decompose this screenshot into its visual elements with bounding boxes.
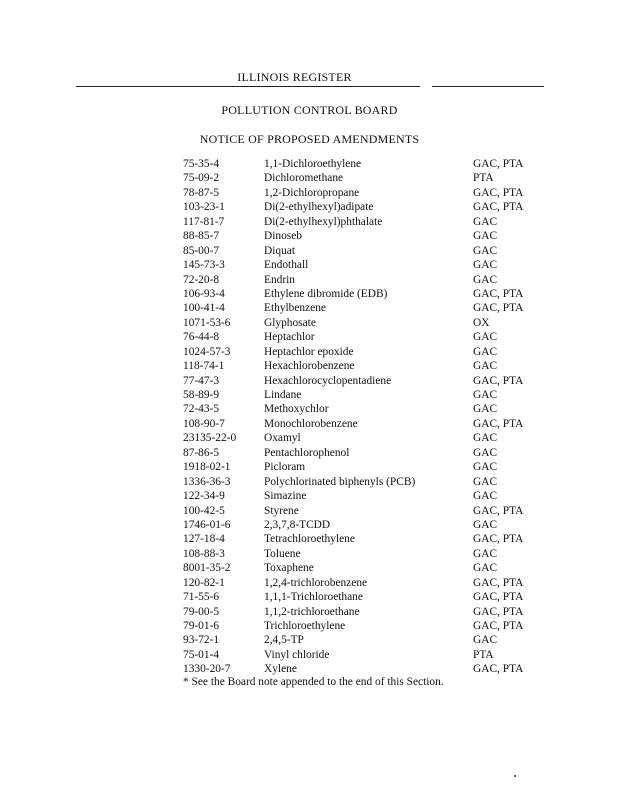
- contaminant-name: Tetrachloroethylene: [264, 533, 355, 546]
- cas-number: 145-73-3: [183, 259, 225, 272]
- contaminant-name: Di(2-ethylhexyl)phthalate: [264, 215, 383, 228]
- treatment-code: GAC, PTA: [473, 533, 524, 546]
- table-row: [0, 576, 619, 590]
- table-row: [0, 518, 619, 532]
- contaminant-name: 2,4,5-TP: [264, 634, 304, 647]
- treatment-code: GAC, PTA: [473, 663, 524, 676]
- treatment-code: GAC: [473, 360, 498, 373]
- cas-number: 106-93-4: [183, 287, 225, 300]
- table-row: [0, 648, 619, 662]
- table-row: [0, 301, 619, 315]
- contaminant-name: Trichloroethylene: [264, 620, 346, 632]
- contaminant-name: 2,3,7,8-TCDD: [264, 518, 331, 531]
- table-row: [0, 316, 619, 330]
- cas-number: 103-23-1: [183, 201, 225, 214]
- contaminant-name: Toluene: [264, 547, 301, 560]
- table-row: [0, 431, 619, 445]
- contaminant-name: Hexachlorocyclopentadiene: [264, 374, 392, 387]
- treatment-code: GAC: [473, 259, 498, 272]
- scan-speck: [514, 775, 516, 777]
- cas-number: 85-00-7: [183, 244, 220, 257]
- contaminant-name: Ethylene dibromide (EDB): [264, 287, 388, 300]
- table-row: [0, 244, 619, 258]
- contaminant-name: 1,1,2-trichloroethane: [264, 605, 360, 618]
- treatment-code: GAC: [473, 403, 498, 416]
- contaminant-name: 1,2-Dichloropropane: [264, 186, 360, 199]
- treatment-code: GAC, PTA: [473, 576, 524, 589]
- cas-number: 71-55-6: [183, 591, 220, 604]
- table-row: [0, 475, 619, 489]
- contaminant-name: Toxaphene: [264, 562, 314, 575]
- treatment-code: GAC, PTA: [473, 158, 524, 170]
- cas-number: 72-43-5: [183, 403, 220, 416]
- contaminant-name: Monochlorobenzene: [264, 417, 358, 430]
- table-row: [0, 374, 619, 388]
- cas-number: 117-81-7: [183, 215, 225, 228]
- contaminant-name: Heptachlor epoxide: [264, 345, 354, 358]
- cas-number: 8001-35-2: [183, 562, 231, 575]
- treatment-code: GAC: [473, 518, 498, 531]
- header-rule-right: [432, 86, 544, 87]
- contaminant-name: Oxamyl: [264, 432, 301, 445]
- table-row: [0, 547, 619, 561]
- table-row: [0, 504, 619, 518]
- table-row: [0, 446, 619, 460]
- contaminant-name: 1,1-Dichloroethylene: [264, 158, 362, 170]
- table-row: [0, 273, 619, 287]
- table-row: [0, 402, 619, 416]
- contaminant-name: Picloram: [264, 461, 306, 474]
- treatment-code: GAC: [473, 389, 498, 401]
- cas-number: 118-74-1: [183, 360, 225, 373]
- contaminant-name: Polychlorinated biphenyls (PCB): [264, 475, 416, 488]
- contaminant-name: Dinoseb: [264, 230, 302, 243]
- cas-number: 75-01-4: [183, 648, 220, 661]
- treatment-code: GAC: [473, 345, 498, 358]
- cas-number: 79-01-6: [183, 620, 220, 632]
- cas-number: 120-82-1: [183, 576, 225, 589]
- table-row: [0, 186, 619, 200]
- cas-number: 1746-01-6: [183, 518, 231, 531]
- treatment-code: GAC, PTA: [473, 374, 524, 387]
- cas-number: 72-20-8: [183, 273, 220, 286]
- cas-number: 76-44-8: [183, 331, 220, 344]
- cas-number: 1330-20-7: [183, 663, 231, 676]
- cas-number: 23135-22-0: [183, 432, 237, 445]
- treatment-code: GAC: [473, 547, 498, 560]
- cas-number: 127-18-4: [183, 533, 225, 546]
- treatment-code: PTA: [473, 172, 494, 185]
- cas-number: 1071-53-6: [183, 316, 231, 329]
- contaminant-name: Simazine: [264, 490, 307, 503]
- cas-number: 1024-57-3: [183, 345, 231, 358]
- cas-number: 78-87-5: [183, 186, 220, 199]
- contaminant-name: Methoxychlor: [264, 403, 329, 416]
- treatment-code: GAC, PTA: [473, 302, 524, 315]
- contaminant-name: Hexachlorobenzene: [264, 360, 355, 373]
- treatment-code: PTA: [473, 648, 494, 661]
- contaminant-name: Pentachlorophenol: [264, 446, 350, 459]
- cas-number: 75-35-4: [183, 158, 220, 170]
- treatment-code: GAC: [473, 215, 498, 228]
- table-row: [0, 157, 619, 171]
- cas-number: 100-41-4: [183, 302, 225, 315]
- contaminant-name: Xylene: [264, 663, 297, 676]
- contaminant-name: Heptachlor: [264, 331, 315, 344]
- treatment-code: GAC: [473, 562, 498, 575]
- contaminant-name: Ethylbenzene: [264, 302, 326, 315]
- contaminant-name: Glyphosate: [264, 316, 316, 329]
- board-title: POLLUTION CONTROL BOARD: [221, 103, 398, 117]
- cas-number: 58-89-9: [183, 389, 220, 401]
- table-row: [0, 590, 619, 604]
- table-row: [0, 532, 619, 546]
- table-row: [0, 417, 619, 431]
- table-row: [0, 388, 619, 402]
- contaminant-name: Endothall: [264, 259, 309, 272]
- register-title: ILLINOIS REGISTER: [237, 70, 352, 84]
- table-row: [0, 215, 619, 229]
- table-row: [0, 171, 619, 185]
- cas-number: 1336-36-3: [183, 475, 231, 488]
- table-row: [0, 229, 619, 243]
- treatment-code: GAC: [473, 475, 498, 488]
- cas-number: 93-72-1: [183, 634, 220, 647]
- table-row: [0, 330, 619, 344]
- table-row: [0, 605, 619, 619]
- cas-number: 77-47-3: [183, 374, 220, 387]
- treatment-code: GAC: [473, 230, 498, 243]
- treatment-code: GAC: [473, 432, 498, 445]
- cas-number: 88-85-7: [183, 230, 220, 243]
- cas-number: 122-34-9: [183, 490, 225, 503]
- table-row: [0, 200, 619, 214]
- treatment-code: GAC: [473, 244, 498, 257]
- cas-number: 79-00-5: [183, 605, 220, 618]
- contaminant-name: Dichloromethane: [264, 172, 344, 185]
- treatment-code: GAC: [473, 273, 498, 286]
- table-row: [0, 258, 619, 272]
- contaminant-name: Diquat: [264, 244, 296, 257]
- contaminant-name: 1,1,1-Trichloroethane: [264, 591, 363, 604]
- contaminant-name: Styrene: [264, 504, 299, 517]
- treatment-code: GAC: [473, 634, 498, 647]
- table-row: [0, 287, 619, 301]
- contaminant-name: Endrin: [264, 273, 296, 286]
- contaminant-name: 1,2,4-trichlorobenzene: [264, 576, 368, 589]
- table-row: [0, 561, 619, 575]
- treatment-code: GAC, PTA: [473, 620, 524, 632]
- treatment-code: OX: [473, 316, 490, 329]
- footnote: * See the Board note appended to the end of this Section.: [183, 676, 444, 688]
- header-rule-left: [76, 86, 420, 87]
- table-row: [0, 359, 619, 373]
- cas-number: 108-90-7: [183, 417, 225, 430]
- contaminant-name: Vinyl chloride: [264, 648, 330, 661]
- table-row: [0, 345, 619, 359]
- contaminant-table: [0, 157, 619, 677]
- cas-number: 75-09-2: [183, 172, 220, 185]
- treatment-code: GAC, PTA: [473, 201, 524, 214]
- treatment-code: GAC, PTA: [473, 591, 524, 604]
- cas-number: 108-88-3: [183, 547, 225, 560]
- cas-number: 1918-02-1: [183, 461, 231, 474]
- contaminant-name: Di(2-ethylhexyl)adipate: [264, 201, 374, 214]
- cas-number: 87-86-5: [183, 446, 220, 459]
- treatment-code: GAC, PTA: [473, 605, 524, 618]
- table-row: [0, 633, 619, 647]
- table-row: [0, 619, 619, 633]
- treatment-code: GAC: [473, 446, 498, 459]
- table-row: [0, 460, 619, 474]
- treatment-code: GAC, PTA: [473, 504, 524, 517]
- treatment-code: GAC, PTA: [473, 186, 524, 199]
- treatment-code: GAC: [473, 331, 498, 344]
- treatment-code: GAC: [473, 461, 498, 474]
- contaminant-name: Lindane: [264, 389, 302, 401]
- treatment-code: GAC: [473, 490, 498, 503]
- notice-title: NOTICE OF PROPOSED AMENDMENTS: [199, 132, 420, 146]
- treatment-code: GAC, PTA: [473, 417, 524, 430]
- treatment-code: GAC, PTA: [473, 287, 524, 300]
- table-row: [0, 489, 619, 503]
- cas-number: 100-42-5: [183, 504, 225, 517]
